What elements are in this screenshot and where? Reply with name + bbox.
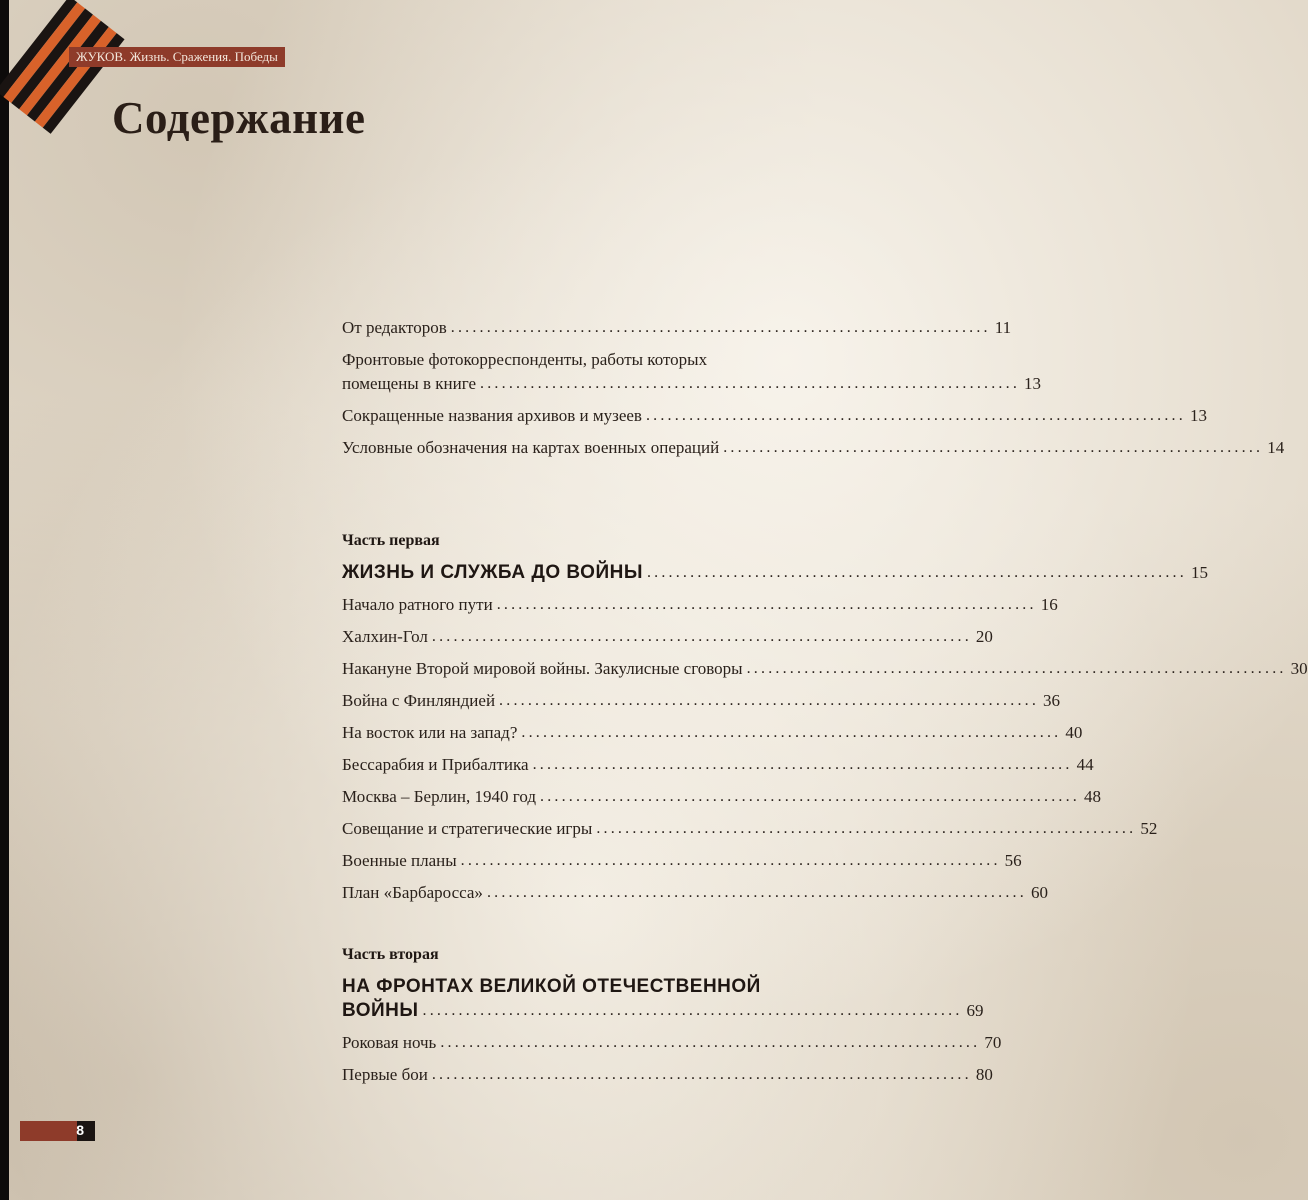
toc-entry[interactable]: Война с Финляндией ........................................................................... 36 <box>342 691 1061 710</box>
toc-entry[interactable]: Военные планы ........................................................................... 56 <box>342 851 1022 870</box>
toc-part-two <box>342 944 1002 1087</box>
part-title-entry[interactable]: ЖИЗНЬ И СЛУЖБА ДО ВОЙНЫ ........................................................................... 15 <box>342 562 1208 583</box>
toc-entry[interactable]: Совещание и стратегические игры ........................................................................... 52 <box>342 819 1158 838</box>
page-title: Содержание <box>112 93 366 143</box>
toc-intro-section <box>342 316 1285 460</box>
book-spine-edge <box>0 0 9 1200</box>
toc-entry[interactable]: Первые бои ........................................................................... 80 <box>342 1065 993 1084</box>
toc-entry[interactable]: Накануне Второй мировой войны. Закулисные сговоры ........................................................................... 30 <box>342 659 1308 678</box>
part-label: Часть первая <box>342 532 440 549</box>
toc-entry[interactable]: Условные обозначения на картах военных операций ........................................................................... 14 <box>342 438 1285 457</box>
toc-entry[interactable]: Сокращенные названия архивов и музеев ........................................................................... 13 <box>342 406 1207 425</box>
toc-entry[interactable]: План «Барбаросса» ........................................................................... 60 <box>342 883 1048 902</box>
toc-entry[interactable]: Бессарабия и Прибалтика ........................................................................... 44 <box>342 755 1094 774</box>
toc-entry[interactable]: Москва – Берлин, 1940 год ........................................................................... 48 <box>342 787 1101 806</box>
toc-entry[interactable]: Начало ратного пути ........................................................................... 16 <box>342 595 1058 614</box>
toc-entry[interactable]: На восток или на запад? ........................................................................... 40 <box>342 723 1083 742</box>
part-title-entry[interactable]: НА ФРОНТАХ ВЕЛИКОЙ ОТЕЧЕСТВЕННОЙ ВОЙНЫ ........................................................................... 69 <box>342 976 984 1021</box>
part-label: Часть вторая <box>342 946 439 963</box>
toc-entry[interactable]: От редакторов ........................................................................... 11 <box>342 318 1012 337</box>
toc-entry[interactable]: Роковая ночь ........................................................................... 70 <box>342 1033 1002 1052</box>
toc-entry[interactable]: Халхин-Гол ........................................................................... 20 <box>342 627 993 646</box>
page-number-badge <box>20 1121 95 1141</box>
toc-entry[interactable]: Фронтовые фотокорреспонденты, работы которых помещены в книге ........................................................................... 13 <box>342 350 1042 393</box>
running-header: ЖУКОВ. Жизнь. Сражения. Победы <box>69 47 285 67</box>
page-number: 8 <box>76 1122 84 1138</box>
toc-part-one <box>342 530 1308 905</box>
